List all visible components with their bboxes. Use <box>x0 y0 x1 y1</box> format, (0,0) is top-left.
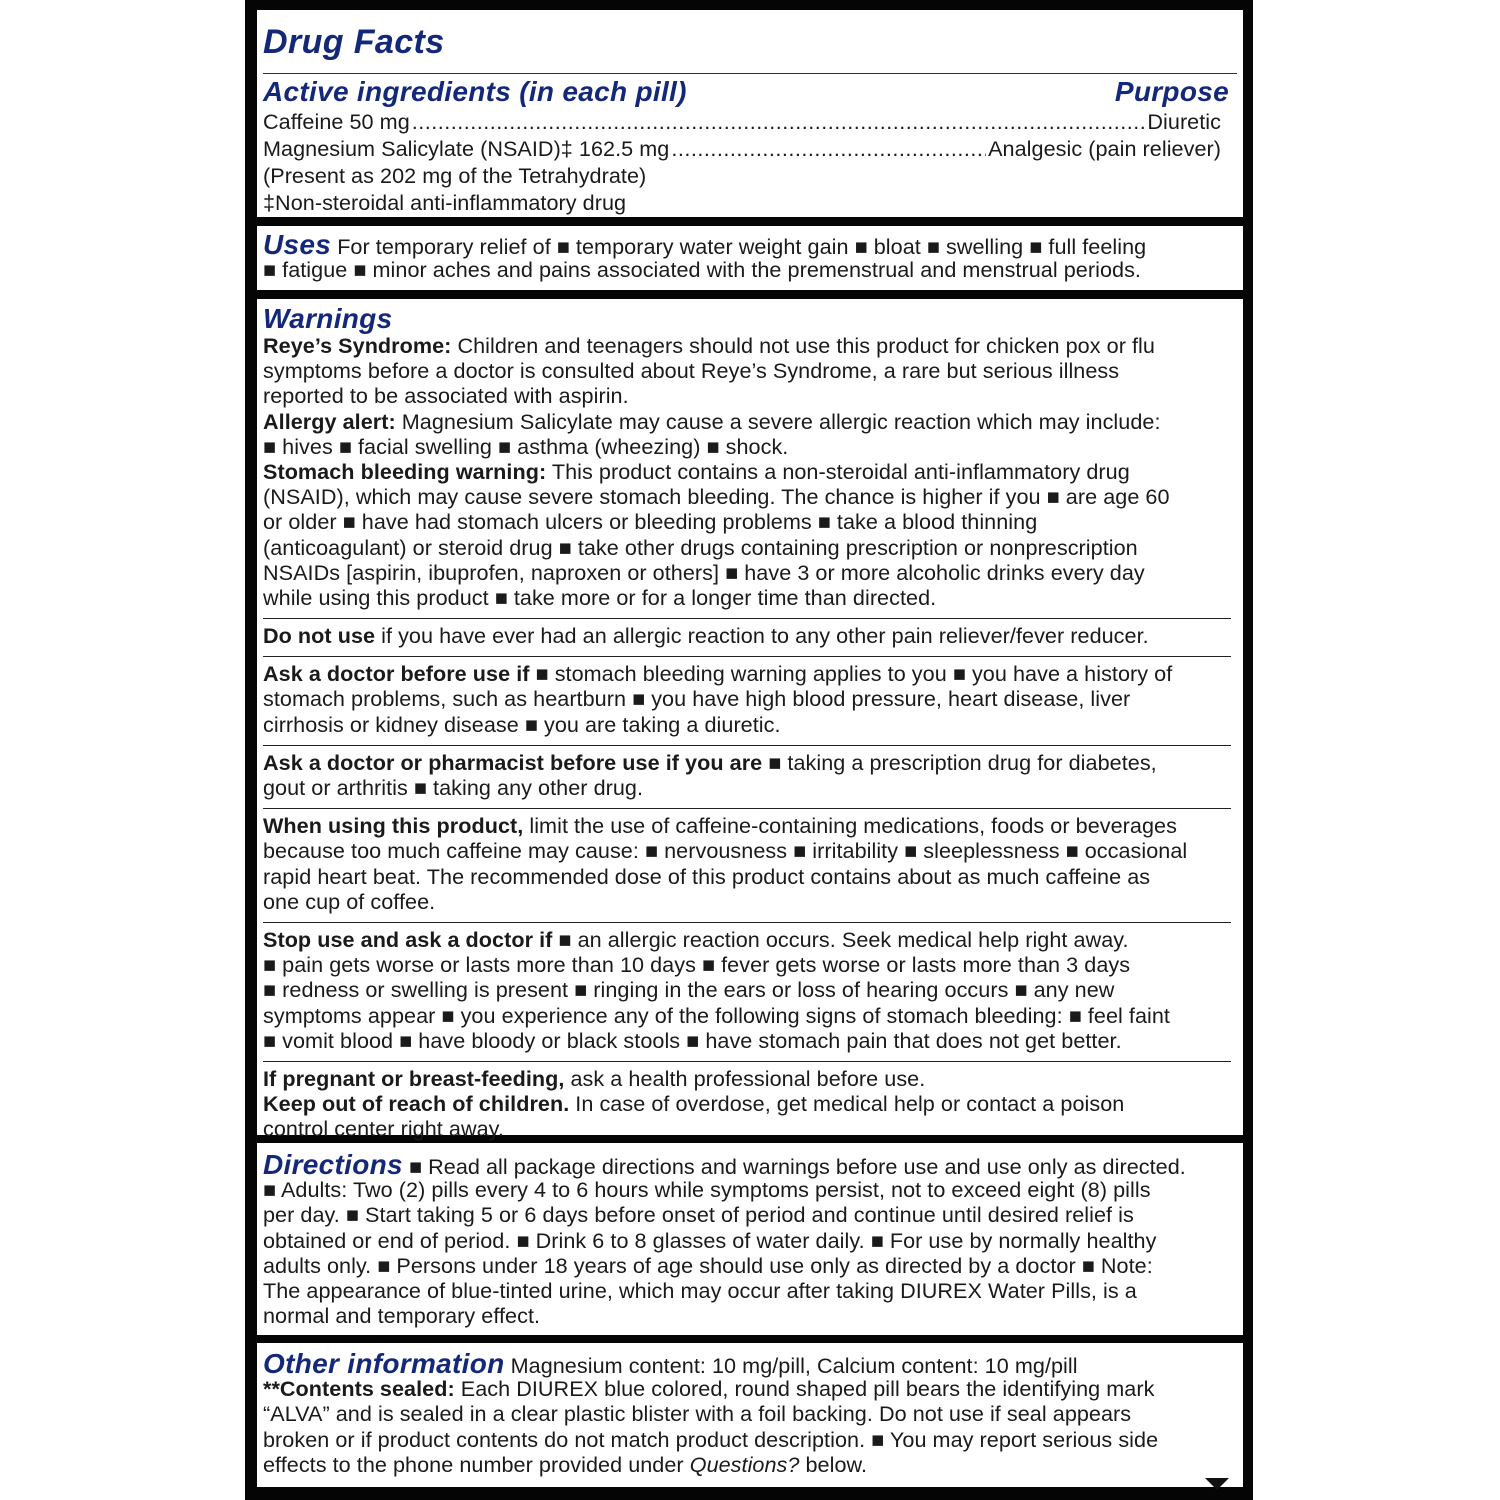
text-line <box>263 459 1237 484</box>
text-line <box>263 1253 1237 1278</box>
section-divider <box>263 656 1231 657</box>
text-segment: obtained or end of period. ■ Drink 6 to 8 glasses of water daily. ■ For use by normally healthy <box>263 1227 1157 1253</box>
text-segment: while using this product ■ take more or for a longer time than directed. <box>263 584 937 610</box>
section-divider <box>263 922 1231 923</box>
text-line <box>263 977 1237 1002</box>
text-segment: symptoms before a doctor is consulted about Reye’s Syndrome, a rare but serious illness <box>263 358 1120 384</box>
text-line <box>263 686 1237 711</box>
text-line <box>263 509 1237 534</box>
other-information-section <box>257 1343 1243 1487</box>
text-line <box>263 257 1237 282</box>
section-heading: Directions <box>263 1149 403 1180</box>
dot-leader <box>671 135 986 162</box>
text-segment: ■ Read all package directions and warnings before use and use only as directed. <box>402 1154 1186 1179</box>
text-line <box>263 889 1237 914</box>
text-line <box>263 712 1237 737</box>
text-line <box>263 1452 1237 1477</box>
ingredient-name: Magnesium Salicylate (NSAID)‡ 162.5 mg <box>263 136 670 161</box>
text-line <box>263 1149 1237 1180</box>
text-line <box>263 1066 1237 1091</box>
section-divider <box>263 808 1231 809</box>
text-segment: ■ hives ■ facial swelling ■ asthma (wheezing) ■ shock. <box>263 433 789 459</box>
text-line <box>263 775 1237 800</box>
bold-label: Allergy alert: <box>263 408 396 434</box>
text-segment: Magnesium content: 10 mg/pill, Calcium content: 10 mg/pill <box>504 1353 1078 1378</box>
purpose-heading: Purpose <box>1114 76 1229 107</box>
text-segment: reported to be associated with aspirin. <box>263 383 629 409</box>
text-segment: control center right away. <box>263 1116 504 1142</box>
text-line <box>263 813 1237 838</box>
text-segment: broken or if product contents do not match product description. ■ You may report serious side <box>263 1426 1159 1452</box>
text-line <box>263 358 1237 383</box>
ingredient-note: ‡Non-steroidal anti-inflammatory drug <box>263 190 627 215</box>
text-line <box>263 484 1237 509</box>
bold-label: Stomach bleeding warning: <box>263 458 547 484</box>
section-heading: Warnings <box>263 303 393 334</box>
text-line <box>263 1177 1237 1202</box>
drug-facts-panel <box>245 0 1253 1500</box>
text-line <box>263 1348 1237 1379</box>
active-ingredients-heading: Active ingredients (in each pill) <box>263 76 687 107</box>
text-segment: ask a health professional before use. <box>564 1065 926 1091</box>
text-line <box>263 1116 1237 1141</box>
text-line <box>263 1003 1237 1028</box>
text-segment: or older ■ have had stomach ulcers or bleeding problems ■ take a blood thinning <box>263 509 1038 535</box>
text-line <box>263 229 1237 260</box>
text-segment: ■ vomit blood ■ have bloody or black stools ■ have stomach pain that does not get better. <box>263 1027 1122 1053</box>
text-line <box>263 409 1237 434</box>
text-segment: normal and temporary effect. <box>263 1303 541 1329</box>
bold-label: Do not use <box>263 623 376 649</box>
bold-label: If pregnant or breast-feeding, <box>263 1065 565 1091</box>
text-line <box>263 535 1237 560</box>
section-divider <box>263 618 1231 619</box>
text-segment: limit the use of caffeine-containing medications, foods or beverages <box>523 813 1177 839</box>
uses-section <box>257 226 1243 290</box>
text-segment: For temporary relief of ■ temporary water weight gain ■ bloat ■ swelling ■ full feeling <box>331 234 1147 259</box>
directions-section <box>257 1143 1243 1335</box>
text-line <box>263 434 1237 459</box>
bold-label: When using this product, <box>263 813 524 839</box>
section-divider <box>263 745 1231 746</box>
text-line <box>263 750 1237 775</box>
ingredient-list <box>263 108 1237 162</box>
text-line <box>263 383 1237 408</box>
section-heading: Uses <box>263 229 332 260</box>
text-segment: NSAIDs [aspirin, ibuprofen, naproxen or others] ■ have 3 or more alcoholic drinks every day <box>263 559 1145 585</box>
text-line <box>263 838 1237 863</box>
text-segment: per day. ■ Start taking 5 or 6 days before onset of period and continue until desired relief is <box>263 1202 1134 1228</box>
ingredient-name: Caffeine 50 mg <box>263 109 410 134</box>
text-line <box>263 661 1237 686</box>
text-line <box>263 1303 1237 1328</box>
text-segment: The appearance of blue-tinted urine, which may occur after taking DIUREX Water Pills, is a <box>263 1277 1137 1303</box>
text-segment: Children and teenagers should not use this product for chicken pox or flu <box>451 333 1155 358</box>
warnings-block <box>263 750 1237 800</box>
text-segment: gout or arthritis ■ taking any other drug. <box>263 775 644 800</box>
bold-label: Stop use and ask a doctor if <box>263 926 553 952</box>
text-segment: stomach problems, such as heartburn ■ you have high blood pressure, heart disease, liver <box>263 686 1131 712</box>
ingredient-purpose: Diuretic <box>1147 109 1221 134</box>
warnings-block <box>263 305 1237 610</box>
ingredient-note: (Present as 202 mg of the Tetrahydrate) <box>263 163 647 188</box>
text-segment: ■ stomach bleeding warning applies to you ■ you have a history of <box>529 661 1173 687</box>
text-line <box>263 585 1237 610</box>
continue-arrow-icon <box>1205 1478 1229 1490</box>
warnings-section <box>257 299 1243 1142</box>
text-segment: ■ redness or swelling is present ■ ringing in the ears or loss of hearing occurs ■ any new <box>263 977 1115 1003</box>
bold-label: Ask a doctor before use if <box>263 661 530 687</box>
text-segment: “ALVA” and is sealed in a clear plastic blister with a foil backing. Do not use if seal appears <box>263 1401 1132 1427</box>
text-line <box>263 623 1237 648</box>
text-line <box>263 333 1237 358</box>
section-heading: Other information <box>263 1348 505 1379</box>
text-segment: adults only. ■ Persons under 18 years of age should use only as directed by a doctor ■ Note: <box>263 1252 1153 1278</box>
ingredient-row <box>263 108 1221 135</box>
text-line <box>263 1376 1237 1401</box>
text-line <box>263 1228 1237 1253</box>
drug-facts-title: Drug Facts <box>263 23 445 61</box>
text-line <box>263 1427 1237 1452</box>
text-segment: cirrhosis or kidney disease ■ you are taking a diuretic. <box>263 711 781 737</box>
other-information-block <box>263 1348 1237 1477</box>
warnings-block <box>263 623 1237 648</box>
text-line <box>263 560 1237 585</box>
warnings-block <box>263 1066 1237 1142</box>
text-line <box>263 864 1237 889</box>
text-segment: if you have ever had an allergic reaction to any other pain reliever/fever reducer. <box>375 623 1149 649</box>
text-segment: ■ an allergic reaction occurs. Seek medical help right away. <box>552 926 1129 952</box>
text-segment: rapid heart beat. The recommended dose of this product contains about as much caffeine as <box>263 863 1151 889</box>
section-divider <box>263 1061 1231 1062</box>
text-segment: Questions? <box>689 1451 800 1477</box>
text-segment: ■ Adults: Two (2) pills every 4 to 6 hours while symptoms persist, not to exceed eight (8) pills <box>263 1177 1151 1203</box>
text-segment: symptoms appear ■ you experience any of the following signs of stomach bleeding: ■ feel faint <box>263 1002 1170 1028</box>
text-segment: one cup of coffee. <box>263 888 436 914</box>
text-segment: ■ fatigue ■ minor aches and pains associated with the premenstrual and menstrual periods. <box>263 257 1141 283</box>
active-ingredients-header <box>263 74 1229 108</box>
directions-block <box>263 1149 1237 1329</box>
text-segment: Each DIUREX blue colored, round shaped pill bears the identifying mark <box>454 1376 1155 1402</box>
text-line <box>263 927 1237 952</box>
ingredient-purpose: Analgesic (pain reliever) <box>988 136 1221 161</box>
text-segment: ■ taking a prescription drug for diabetes, <box>762 749 1157 775</box>
warnings-block <box>263 661 1237 737</box>
text-segment: effects to the phone number provided under <box>263 1451 690 1477</box>
text-line <box>263 952 1237 977</box>
text-line <box>263 1202 1237 1227</box>
text-segment: (NSAID), which may cause severe stomach bleeding. The chance is higher if you ■ are age 60 <box>263 484 1170 510</box>
text-line <box>263 1028 1237 1053</box>
text-segment: ■ pain gets worse or lasts more than 10 days ■ fever gets worse or lasts more than 3 days <box>263 952 1131 978</box>
text-line <box>263 1091 1237 1116</box>
text-line <box>263 1278 1237 1303</box>
text-line <box>263 305 1237 333</box>
uses-block <box>263 229 1237 283</box>
text-segment: because too much caffeine may cause: ■ nervousness ■ irritability ■ sleeplessness ■ occasional <box>263 838 1188 864</box>
ingredient-row <box>263 135 1221 162</box>
bold-label: **Contents sealed: <box>263 1376 455 1402</box>
text-segment: below. <box>799 1451 868 1477</box>
active-ingredients-box <box>257 10 1243 217</box>
text-segment: In case of overdose, get medical help or contact a poison <box>569 1091 1125 1117</box>
text-segment: Magnesium Salicylate may cause a severe allergic reaction which may include: <box>395 408 1161 434</box>
text-line <box>263 1401 1237 1426</box>
dot-leader <box>412 108 1146 135</box>
text-segment: (anticoagulant) or steroid drug ■ take other drugs containing prescription or nonprescription <box>263 534 1138 560</box>
warnings-block <box>263 927 1237 1053</box>
text-segment: This product contains a non-steroidal anti-inflammatory drug <box>546 458 1130 484</box>
bold-label: Reye’s Syndrome: <box>263 333 452 358</box>
bold-label: Ask a doctor or pharmacist before use if you are <box>263 749 763 775</box>
warnings-block <box>263 813 1237 914</box>
bold-label: Keep out of reach of children. <box>263 1091 570 1117</box>
